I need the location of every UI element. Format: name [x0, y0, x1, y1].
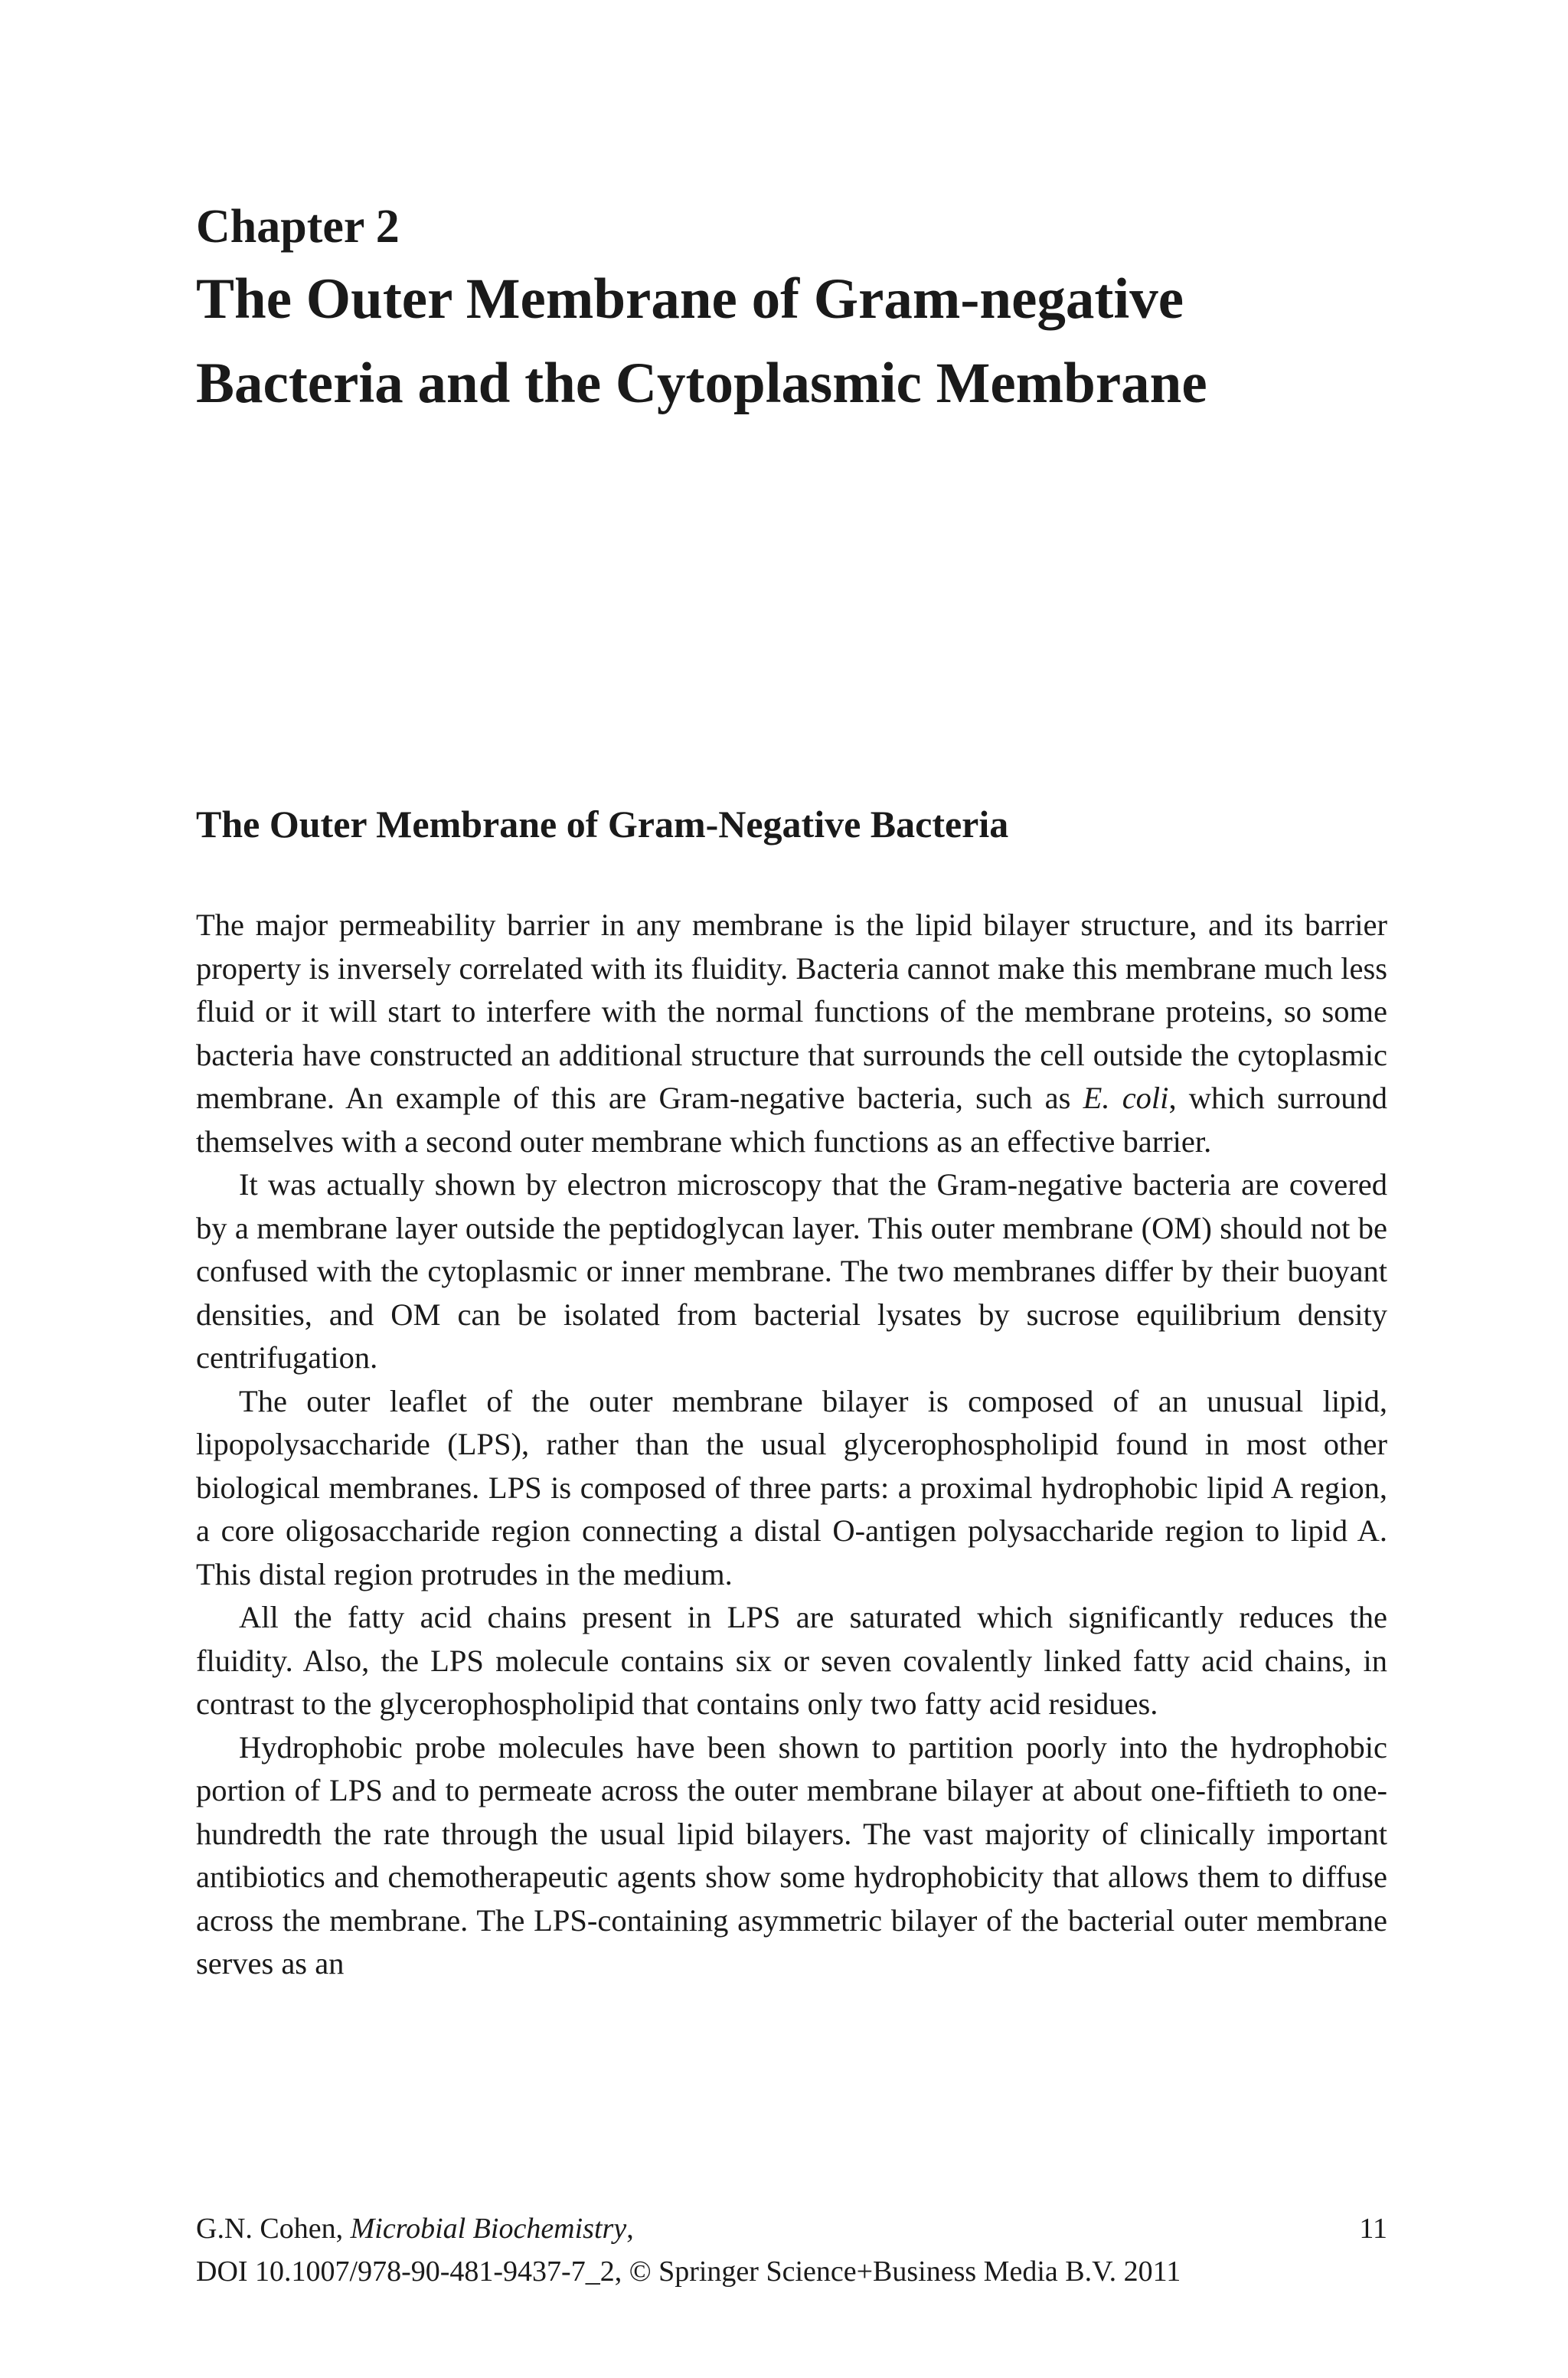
footer-comma: ,: [626, 2213, 634, 2245]
footer-book-title: Microbial Biochemistry: [350, 2213, 627, 2245]
chapter-label: Chapter 2: [196, 201, 400, 253]
paragraph-4: All the fatty acid chains present in LPS are saturated which significantly reduces the fluidity. Also, the LPS molecule contains six or seven covalently linked fatty acid chains, in contrast to the glycerophospholipid that contains only two fatty acid residues.: [196, 1600, 1387, 1721]
book-page: [196, 0, 1387, 2378]
section-heading: The Outer Membrane of Gram-Negative Bacteria: [196, 803, 1009, 846]
chapter-title: The Outer Membrane of Gram-negative Bacteria and the Cytoplasmic Membrane: [196, 267, 1207, 415]
footer-citation-line: [196, 2207, 1387, 2250]
paragraph-3: The outer leaflet of the outer membrane bilayer is composed of an unusual lipid, lipopolysaccharide (LPS), rather than the usual glycerophospholipid found in most other biological membranes. LPS is composed of three parts: a proximal hydrophobic lipid A region, a core oligosaccharide region connecting a distal O-antigen polysaccharide region to lipid A. This distal region protrudes in the medium.: [196, 1383, 1387, 1591]
paragraph-1-text-a: The major permeability barrier in any membrane is the lipid bilayer structure, and its barrier property is inversely correlated with its fluidity. Bacteria cannot make this membrane much less fluid or it will start to interfere with the normal functions of the membrane proteins, so some bacteria have constructed an additional structure that surrounds the cell outside the cytoplasmic membrane. An example of this are Gram-negative bacteria, such as: [196, 908, 1387, 1115]
organism-name: E. coli: [1083, 1081, 1169, 1115]
paragraph-2: It was actually shown by electron microscopy that the Gram-negative bacteria are covered by a membrane layer outside the peptidoglycan layer. This outer membrane (OM) should not be confused with the cytoplasmic or inner membrane. The two membranes differ by their buoyant densities, and OM can be isolated from bacterial lysates by sucrose equilibrium density centrifugation.: [196, 1167, 1387, 1375]
paragraph-1-text-b: , which surround themselves with a second outer membrane which functions as an effective barrier.: [196, 1081, 1387, 1159]
body-text: [196, 904, 1387, 1986]
page-number: 11: [1359, 2213, 1387, 2245]
footer-doi-line: DOI 10.1007/978-90-481-9437-7_2, © Springer Science+Business Media B.V. 2011: [196, 2255, 1181, 2288]
paragraph-5: Hydrophobic probe molecules have been shown to partition poorly into the hydrophobic portion of LPS and to permeate across the outer membrane bilayer at about one-fiftieth to one-hundredth the rate through the usual lipid bilayers. The vast majority of clinically important antibiotics and chemotherapeutic agents show some hydrophobicity that allows them to diffuse across the membrane. The LPS-containing asymmetric bilayer of the bacterial outer membrane serves as an: [196, 1729, 1387, 1981]
footer-author: G.N. Cohen,: [196, 2213, 351, 2245]
page-footer: [196, 2207, 1387, 2293]
paragraph-1: [196, 904, 1387, 1163]
